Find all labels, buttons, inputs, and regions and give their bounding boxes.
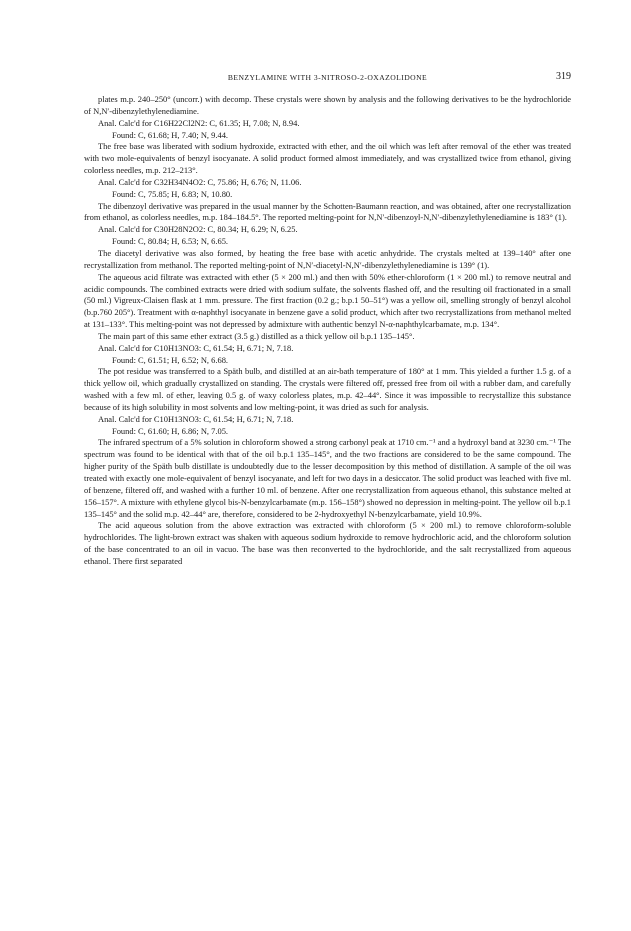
page-header <box>84 72 571 88</box>
analysis-found-line: Found: C, 80.84; H, 6.53; N, 6.65. <box>112 236 229 247</box>
paragraph: The aqueous acid filtrate was extracted with ether (5 × 200 ml.) and then with 50% ether-chloroform (1 × 200 ml.) to remove neutral and acidic compounds. The combined extracts were dried with sodium sulfate, the solvents flashed off, and the resulting oil fractionated in a small (50 ml.) Vigreux-Claisen flask at 1 mm. pressure. The first fraction (0.2 g.; b.p.1 50–51°) was a yellow oil, smelling strongly of benzyl alcohol (b.p.760 205°). Treatment with α-naphthyl isocyanate in benzene gave a solid product, which after two recrystallizations from methanol melted at 131–133°. This melting-point was not depressed by admixture with authentic benzyl N-α-naphthylcarbamate, m.p. 134°. <box>84 271 571 330</box>
analysis-found-line: Found: C, 61.51; H, 6.52; N, 6.68. <box>112 354 229 365</box>
paragraph: The acid aqueous solution from the above extraction was extracted with chloroform (5 × 200 ml.) to remove chloroform-soluble hydrochlorides. The light-brown extract was shaken with aqueous sodium hydroxide to remove hydrochloric acid, and the chloroform solution of the base concentrated to an oil in vacuo. The base was then reconverted to the hydrochloride, and the salt recrystallized from aqueous ethanol. There first separated <box>84 520 571 566</box>
paragraph: The free base was liberated with sodium hydroxide, extracted with ether, and the oil which was left after removal of the ether was treated with two mole-equivalents of benzyl isocyanate. A solid product formed almost immediately, and was crystallized twice from ethanol, giving colorless needles, m.p. 212–213°. <box>84 141 571 176</box>
page-number: 319 <box>556 71 571 82</box>
running-title: BENZYLAMINE WITH 3-NITROSO-2-OXAZOLIDONE <box>227 73 428 82</box>
analysis-found-line: Found: C, 75.85; H, 6.83; N, 10.80. <box>112 188 233 199</box>
analysis-calc-line: Anal. Calc'd for C16H22Cl2N2: C, 61.35; H, 7.08; N, 8.94. <box>98 117 300 128</box>
analysis-calc-line: Anal. Calc'd for C10H13NO3: C, 61.54; H, 6.71; N, 7.18. <box>98 342 294 353</box>
paragraph: The infrared spectrum of a 5% solution in chloroform showed a strong carbonyl peak at 1710 cm.⁻¹ and a hydroxyl band at 3230 cm.⁻¹ The spectrum was found to be identical with that of the oil b.p.1 135–145°, and the two fractions are considered to be the same compound. The higher purity of the Späth bulb distillate is undoubtedly due to the lesser decomposition by this method of distillation. A sample of the oil was treated with exactly one mole-equivalent of benzyl isocyanate, and left for two days in a desiccator. The solid product was leached with five ml. of benzene, filtered off, and washed with a further 10 ml. of benzene. After one recrystallization from aqueous ethanol, this substance melted at 156–157°. A mixture with ethylene glycol bis-N-benzylcarbamate (m.p. 156–158°) showed no depression in melting-point. The yellow oil b.p.1 135–145° and the solid m.p. 42–44° are, therefore, considered to be 2-hydroxyethyl N-benzylcarbamate, yield 10.9%. <box>84 437 571 519</box>
analysis-found-line: Found: C, 61.68; H, 7.40; N, 9.44. <box>112 129 229 140</box>
paragraph: The diacetyl derivative was also formed, by heating the free base with acetic anhydride. The crystals melted at 139–140° after one recrystallization from methanol. The reported melting-point of N,N′-diacetyl-N,N′-dibenzylethylenediamine is 139° (1). <box>84 247 571 270</box>
paragraph: The dibenzoyl derivative was prepared in the usual manner by the Schotten-Baumann reaction, and was obtained, after one recrystallization from ethanol, as colorless needles, m.p. 184–184.5°. The reported melting-point for N,N′-dibenzoyl-N,N′-dibenzylethylenediamine is 183° (1). <box>84 200 571 223</box>
paragraph: plates m.p. 240–250° (uncorr.) with decomp. These crystals were shown by analysis and the following derivatives to be the hydrochloride of N,N′-dibenzylethylenediamine. <box>84 94 571 116</box>
body-text <box>84 94 571 568</box>
paragraph: The main part of this same ether extract (3.5 g.) distilled as a thick yellow oil b.p.1 135–145°. <box>98 330 415 341</box>
paragraph: The pot residue was transferred to a Späth bulb, and distilled at an air-bath temperature of 180° at 1 mm. This yielded a further 1.5 g. of a thick yellow oil, which gradually crystallized on standing. The crystals were filtered off, pressed free from oil with a rubber dam, and carefully washed with a few ml. of ether, leaving 0.5 g. of waxy colorless plates, m.p. 42–44°. Since it was impossible to recrystallize this substance because of its high solubility in most solvents and low melting-point, it was dried as such for analysis. <box>84 366 571 412</box>
analysis-calc-line: Anal. Calc'd for C30H28N2O2: C, 80.34; H, 6.29; N, 6.25. <box>98 224 298 235</box>
analysis-calc-line: Anal. Calc'd for C32H34N4O2: C, 75.86; H, 6.76; N, 11.06. <box>98 176 302 187</box>
analysis-calc-line: Anal. Calc'd for C10H13NO3: C, 61.54; H, 6.71; N, 7.18. <box>98 413 294 424</box>
analysis-found-line: Found: C, 61.60; H, 6.86; N, 7.05. <box>112 425 229 436</box>
